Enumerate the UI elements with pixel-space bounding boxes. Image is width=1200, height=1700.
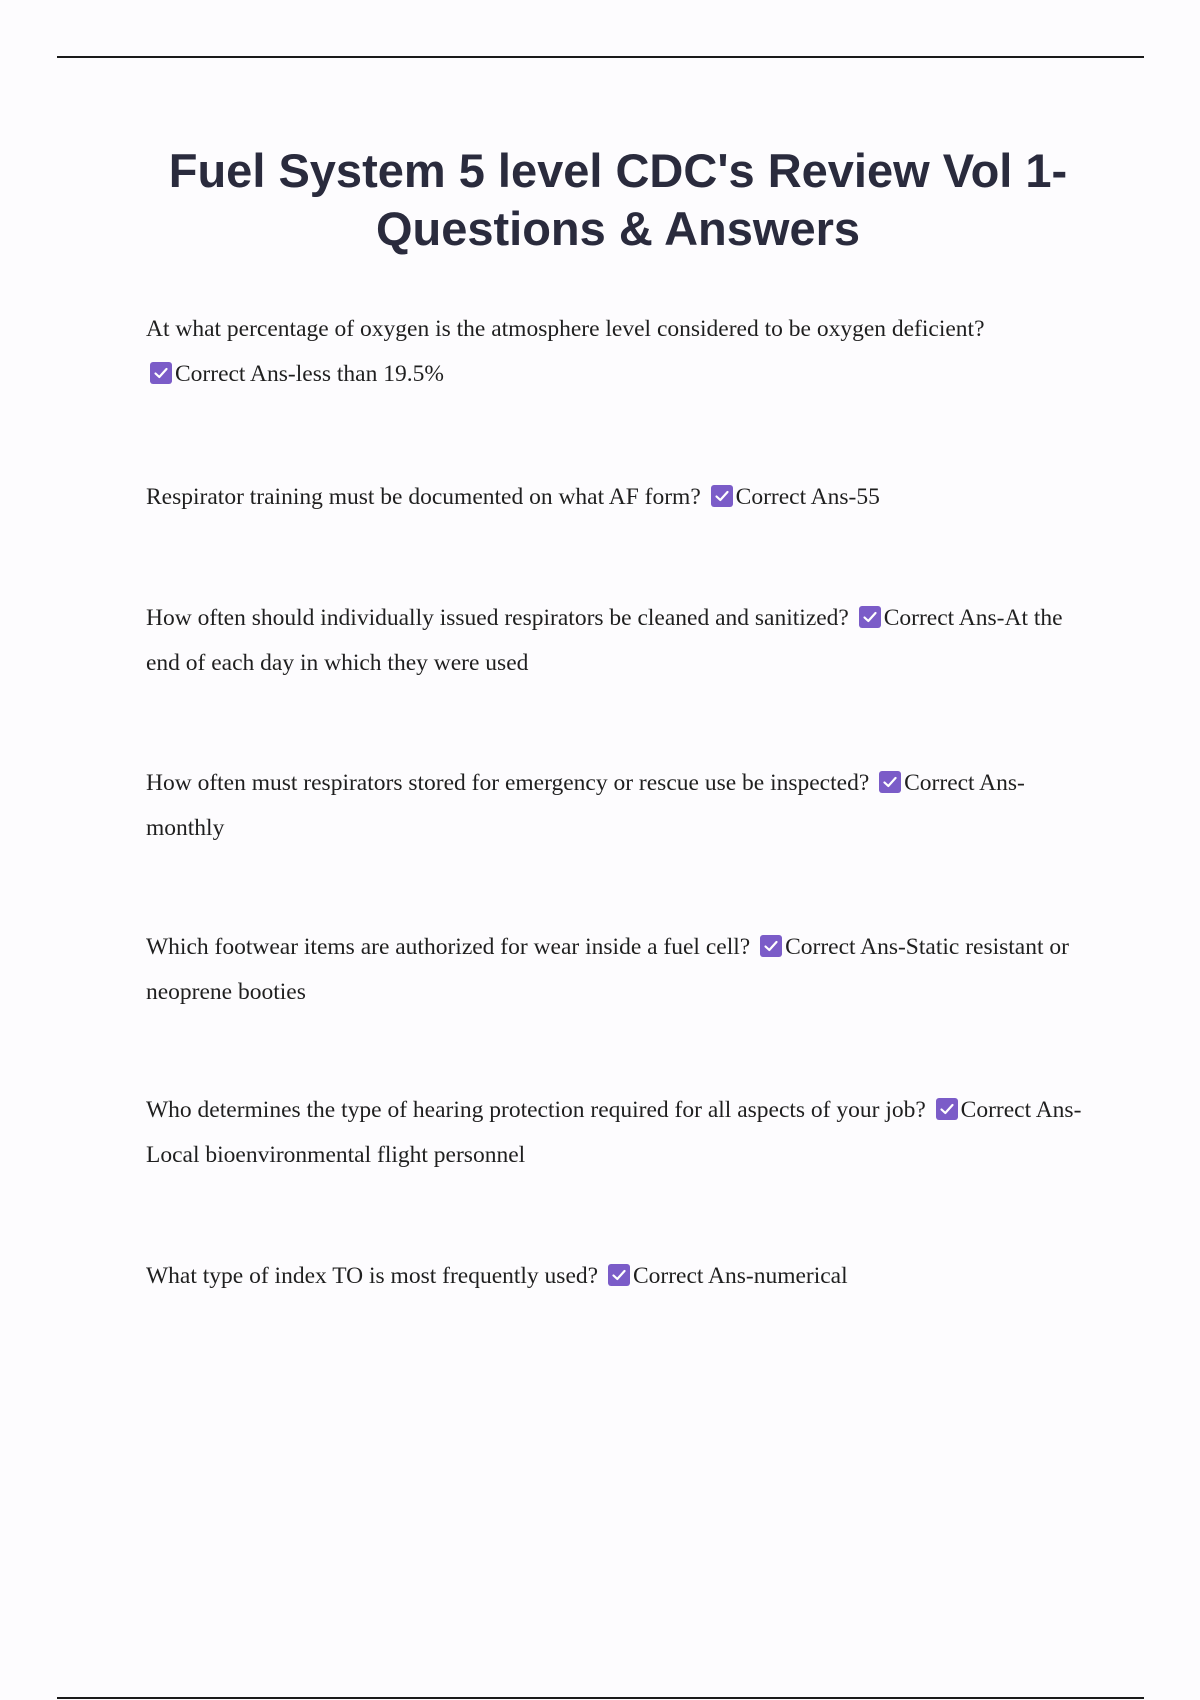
document-title: Fuel System 5 level CDC's Review Vol 1- Questions & Answers [168,144,1068,255]
question-text: Which footwear items are authorized for wear inside a fuel cell? [146,934,751,960]
qa-item-7 [146,1254,1086,1299]
answer-text: Correct Ans-numerical [632,1263,848,1289]
qa-item-1 [146,307,1086,397]
answer-text: Correct Ans-monthly [146,770,1025,841]
answer-text: Correct Ans-Static resistant or neoprene booties [146,934,1069,1005]
answer-text: Correct Ans-55 [735,484,880,510]
question-text: What type of index TO is most frequently used? [146,1263,599,1289]
checkbox-checked-icon [608,1264,630,1286]
checkbox-checked-icon [859,606,881,628]
checkbox-checked-icon [711,485,733,507]
answer-text: Correct Ans-less than 19.5% [175,361,444,387]
question-text: At what percentage of oxygen is the atmosphere level considered to be oxygen deficient? [146,316,985,342]
bottom-rule [57,1697,1144,1699]
question-text: How often must respirators stored for emergency or rescue use be inspected? [146,770,870,796]
top-rule [57,56,1144,58]
question-text: How often should individually issued respirators be cleaned and sanitized? [146,605,849,631]
checkbox-checked-icon [150,362,172,384]
qa-item-3 [146,596,1086,686]
answer-text: Correct Ans-Local bioenvironmental flight personnel [146,1097,1082,1168]
qa-item-5 [146,925,1086,1015]
answer-text: Correct Ans-At the end of each day in which they were used [146,605,1063,676]
checkbox-checked-icon [760,935,782,957]
qa-item-6 [146,1088,1086,1178]
question-text: Respirator training must be documented on what AF form? [146,484,701,510]
checkbox-checked-icon [879,771,901,793]
question-text: Who determines the type of hearing protection required for all aspects of your job? [146,1097,926,1123]
checkbox-checked-icon [936,1098,958,1120]
qa-item-4 [146,761,1086,851]
qa-item-2 [146,475,1086,520]
